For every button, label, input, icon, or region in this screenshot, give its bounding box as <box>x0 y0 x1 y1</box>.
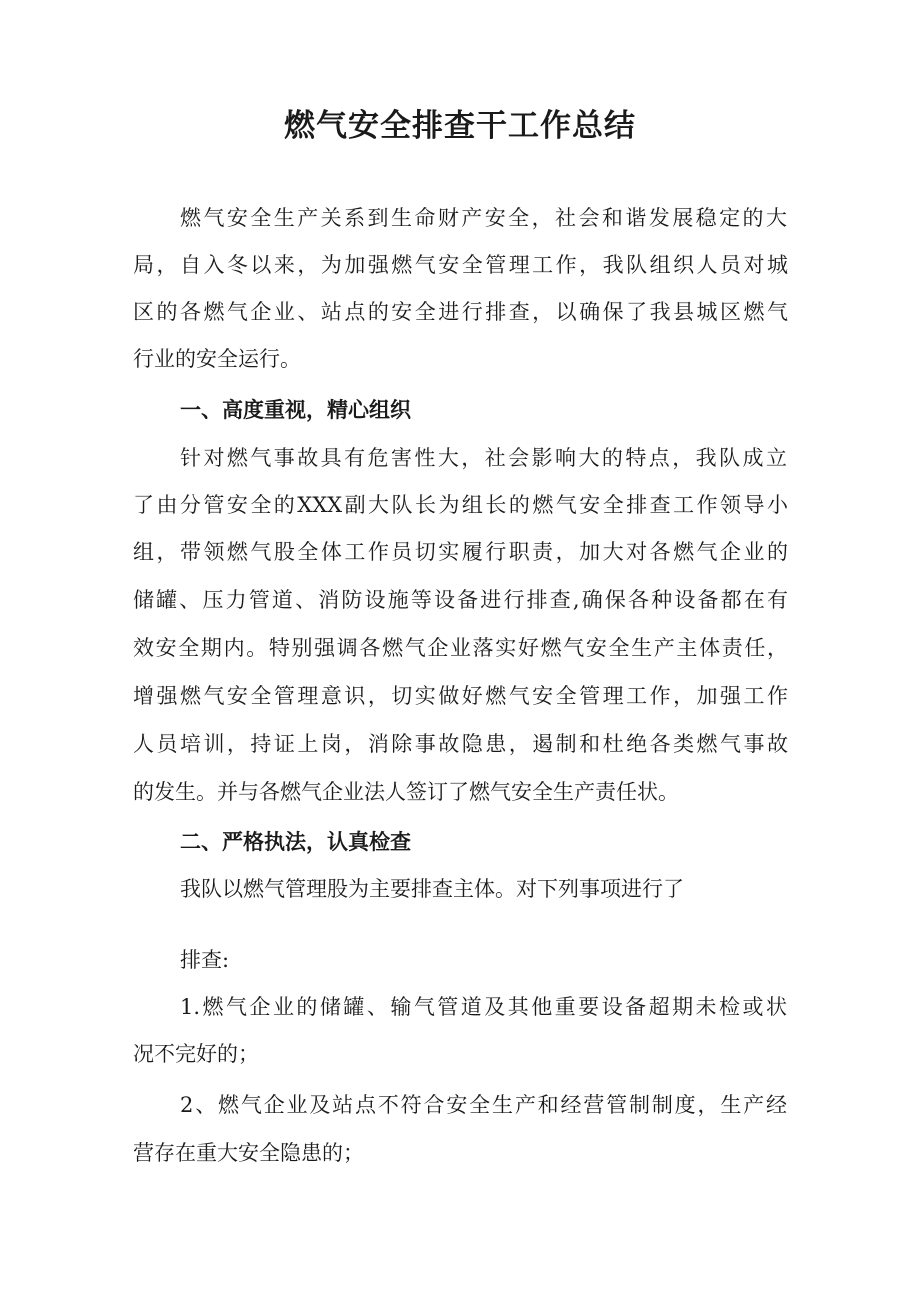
intro-line-1: 燃气安全生产关系到生命财产安全，社会和谐发展稳定的大 <box>180 206 787 230</box>
section-2-item-2-line-2: 营存在重大安全隐患的； <box>133 1141 364 1165</box>
section-1-line-1: 针对燃气事故具有危害性大，社会影响大的特点，我队成立 <box>180 446 787 470</box>
section-1-line-2: 了由分管安全的XXX副大队长为组长的燃气安全排查工作领导小 <box>133 493 788 517</box>
document-title: 燃气安全排查干工作总结 <box>284 108 636 144</box>
section-1-line-8: 的发生。并与各燃气企业法人签订了燃气安全生产责任状。 <box>133 780 679 804</box>
section-2-line-2: 排查: <box>180 948 230 972</box>
section-2-item-2-line-1: 2、燃气企业及站点不符合安全生产和经营管制制度，生产经 <box>180 1093 787 1117</box>
section-1-line-7: 人员培训，持证上岗，消除事故隐患，遏制和杜绝各类燃气事故 <box>133 732 788 756</box>
section-2-item-1-line-1: 1.燃气企业的储罐、输气管道及其他重要设备超期未检或状 <box>180 995 787 1019</box>
section-1-line-5: 效安全期内。特别强调各燃气企业落实好燃气安全生产主体责任， <box>133 636 788 660</box>
section-2-line-1: 我队以燃气管理股为主要排查主体。对下列事项进行了 <box>180 877 684 901</box>
intro-line-4: 行业的安全运行。 <box>133 347 301 371</box>
intro-line-3: 区的各燃气企业、站点的安全进行排查，以确保了我县城区燃气 <box>133 300 788 324</box>
intro-line-2: 局，自入冬以来，为加强燃气安全管理工作，我队组织人员对城 <box>133 253 788 277</box>
section-1-line-3: 组，带领燃气股全体工作员切实履行职责，加大对各燃气企业的 <box>133 540 788 564</box>
section-1-line-6: 增强燃气安全管理意识，切实做好燃气安全管理工作，加强工作 <box>133 684 788 708</box>
section-1-line-4: 储罐、压力管道、消防设施等设备进行排查,确保各种设备都在有 <box>133 588 788 612</box>
section-2-heading: 二、严格执法，认真检查 <box>180 830 411 854</box>
section-1-heading: 一、高度重视，精心组织 <box>180 398 411 422</box>
section-2-item-1-line-2: 况不完好的； <box>133 1042 259 1066</box>
